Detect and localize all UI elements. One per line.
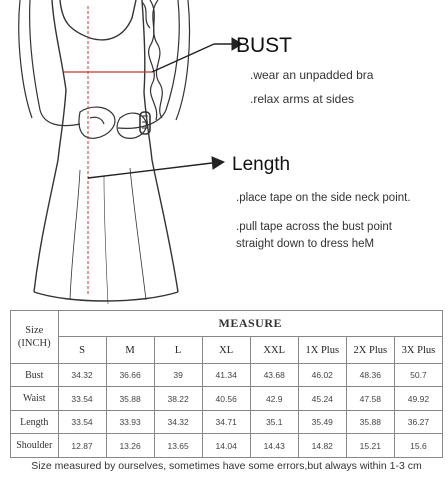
table-cell: 15.21 [346, 434, 394, 458]
length-arrow [88, 157, 224, 178]
bust-title: BUST [236, 34, 293, 57]
table-cell: 46.02 [298, 363, 346, 387]
row-label: Length [11, 410, 59, 434]
table-cell: 35.88 [106, 387, 154, 411]
length-note-2: .pull tape across the bust point [236, 221, 392, 233]
dress-outline [34, 0, 178, 304]
length-note-1: .place tape on the side neck point. [236, 192, 411, 204]
table-cell: 40.56 [202, 387, 250, 411]
table-cell: 42.9 [250, 387, 298, 411]
table-cell: 12.87 [58, 434, 106, 458]
table-cell: 33.93 [106, 410, 154, 434]
table-cell: 14.43 [250, 434, 298, 458]
hands [79, 107, 150, 138]
table-cell: 13.65 [154, 434, 202, 458]
size-chart [10, 310, 443, 458]
table-cell: 34.32 [58, 363, 106, 387]
table-cell: 35.49 [298, 410, 346, 434]
table-row [11, 410, 443, 434]
table-cell: 41.34 [202, 363, 250, 387]
length-note-3: straight down to dress heM [236, 238, 375, 250]
table-cell: 13.26 [106, 434, 154, 458]
arms [19, 0, 190, 128]
bust-note-1: .wear an unpadded bra [250, 68, 374, 82]
length-title: Length [232, 154, 291, 175]
measure-lines [64, 6, 152, 296]
table-row [11, 363, 443, 387]
row-label: Waist [11, 387, 59, 411]
table-cell: 49.92 [394, 387, 442, 411]
size-col-header: 1X Plus [298, 337, 346, 363]
size-col-header: XXL [250, 337, 298, 363]
size-col-header: 3X Plus [394, 337, 442, 363]
table-cell: 34.71 [202, 410, 250, 434]
row-label: Shoulder [11, 434, 59, 458]
size-col-header: M [106, 337, 154, 363]
size-label: Size [25, 324, 44, 336]
table-cell: 39 [154, 363, 202, 387]
footnote: Size measured by ourselves, sometimes have some errors,but always within 1-3 cm [31, 460, 422, 472]
size-unit-label: (INCH) [17, 337, 51, 349]
table-cell: 38.22 [154, 387, 202, 411]
size-col-header: XL [202, 337, 250, 363]
table-cell: 45.24 [298, 387, 346, 411]
table-cell: 33.54 [58, 410, 106, 434]
table-cell: 43.68 [250, 363, 298, 387]
size-table [10, 310, 443, 458]
table-cell: 33.54 [58, 387, 106, 411]
table-cell: 15.6 [394, 434, 442, 458]
table-cell: 34.32 [154, 410, 202, 434]
table-cell: 50.7 [394, 363, 442, 387]
table-cell: 47.58 [346, 387, 394, 411]
table-cell: 48.36 [346, 363, 394, 387]
table-cell: 35.88 [346, 410, 394, 434]
size-col-header: 2X Plus [346, 337, 394, 363]
table-cell: 14.04 [202, 434, 250, 458]
bust-note-2: .relax arms at sides [250, 92, 355, 106]
row-label: Bust [11, 363, 59, 387]
table-cell: 36.66 [106, 363, 154, 387]
size-col-header: S [58, 337, 106, 363]
table-cell: 14.82 [298, 434, 346, 458]
table-row [11, 387, 443, 411]
table-cell: 36.27 [394, 410, 442, 434]
measure-title: MEASURE [58, 311, 442, 337]
table-row [11, 434, 443, 458]
bust-arrow [152, 38, 242, 72]
size-header-cell [11, 311, 59, 364]
table-cell: 35.1 [250, 410, 298, 434]
size-col-header: L [154, 337, 202, 363]
